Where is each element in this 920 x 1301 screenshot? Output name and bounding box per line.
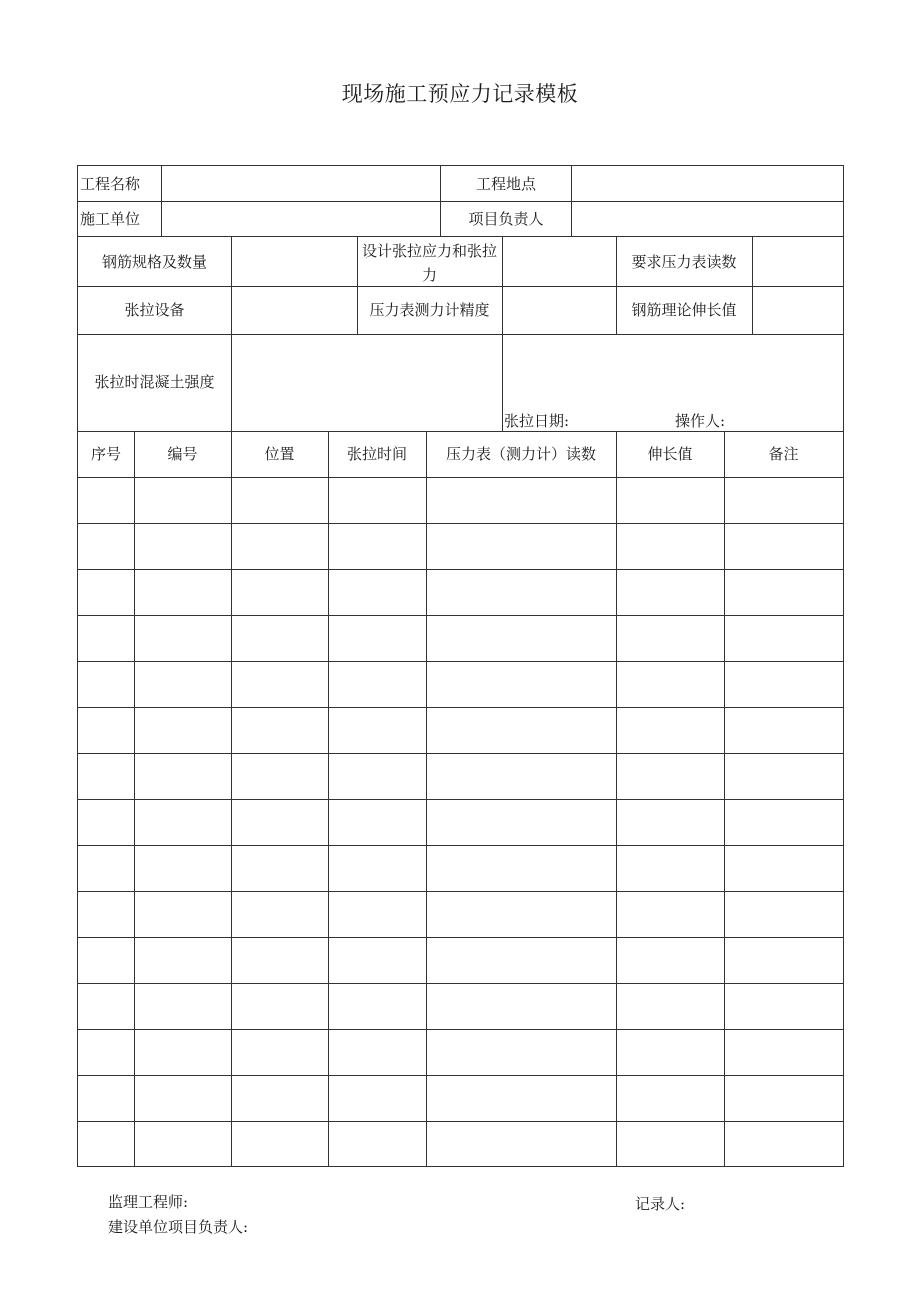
rebar-spec-label: 钢筋规格及数量 [101, 253, 207, 271]
column-divider [571, 166, 572, 236]
row-divider [78, 201, 843, 202]
operator-label: 操作人: [675, 412, 726, 430]
col-header-gauge-reading: 压力表（测力计）读数 [445, 445, 596, 463]
table-row-divider [78, 523, 843, 524]
table-row-divider [78, 753, 843, 754]
col-header-number: 编号 [167, 445, 198, 463]
table-row-divider [78, 707, 843, 708]
col-header-position: 位置 [264, 445, 295, 463]
construction-unit-label: 施工单位 [80, 210, 141, 228]
col-header-tension-time: 张拉时间 [346, 445, 407, 463]
tension-equipment-label: 张拉设备 [124, 301, 185, 319]
row-divider [78, 431, 843, 432]
supervisor-label: 监理工程师: [108, 1193, 189, 1211]
col-header-seq: 序号 [90, 445, 121, 463]
project-manager-label: 项目负责人 [468, 210, 544, 228]
gauge-precision-label: 压力表测力计精度 [369, 301, 490, 319]
column-divider [231, 236, 232, 334]
design-tension-label-line2: 力 [421, 266, 437, 284]
table-row-divider [78, 1121, 843, 1122]
table-row-divider [78, 615, 843, 616]
recorder-label: 记录人: [635, 1195, 686, 1213]
tension-date-label: 张拉日期: [504, 412, 570, 430]
column-divider [752, 236, 753, 334]
table-row-divider [78, 845, 843, 846]
col-header-elongation: 伸长值 [647, 445, 693, 463]
table-row-divider [78, 799, 843, 800]
design-tension-label-line1: 设计张拉应力和张拉 [361, 242, 497, 260]
table-row-divider [78, 477, 843, 478]
table-row-divider [78, 937, 843, 938]
row-divider [78, 334, 843, 335]
project-location-label: 工程地点 [475, 175, 536, 193]
column-divider [502, 236, 503, 334]
row-divider [78, 236, 843, 237]
table-row-divider [78, 569, 843, 570]
column-divider [231, 334, 232, 431]
page-title: 现场施工预应力记录模板 [341, 82, 579, 106]
col-header-remarks: 备注 [768, 445, 799, 463]
concrete-strength-label: 张拉时混凝土强度 [94, 373, 215, 391]
table-row-divider [78, 891, 843, 892]
column-divider [161, 166, 162, 236]
owner-manager-label: 建设单位项目负责人: [108, 1218, 249, 1236]
table-row-divider [78, 661, 843, 662]
project-name-label: 工程名称 [80, 175, 141, 193]
table-row-divider [78, 1075, 843, 1076]
required-gauge-label: 要求压力表读数 [631, 253, 737, 271]
column-divider [502, 334, 503, 431]
table-row-divider [78, 983, 843, 984]
row-divider [78, 286, 843, 287]
prestress-record-form [77, 165, 844, 1167]
theoretical-elongation-label: 钢筋理论伸长值 [631, 301, 737, 319]
table-row-divider [78, 1029, 843, 1030]
